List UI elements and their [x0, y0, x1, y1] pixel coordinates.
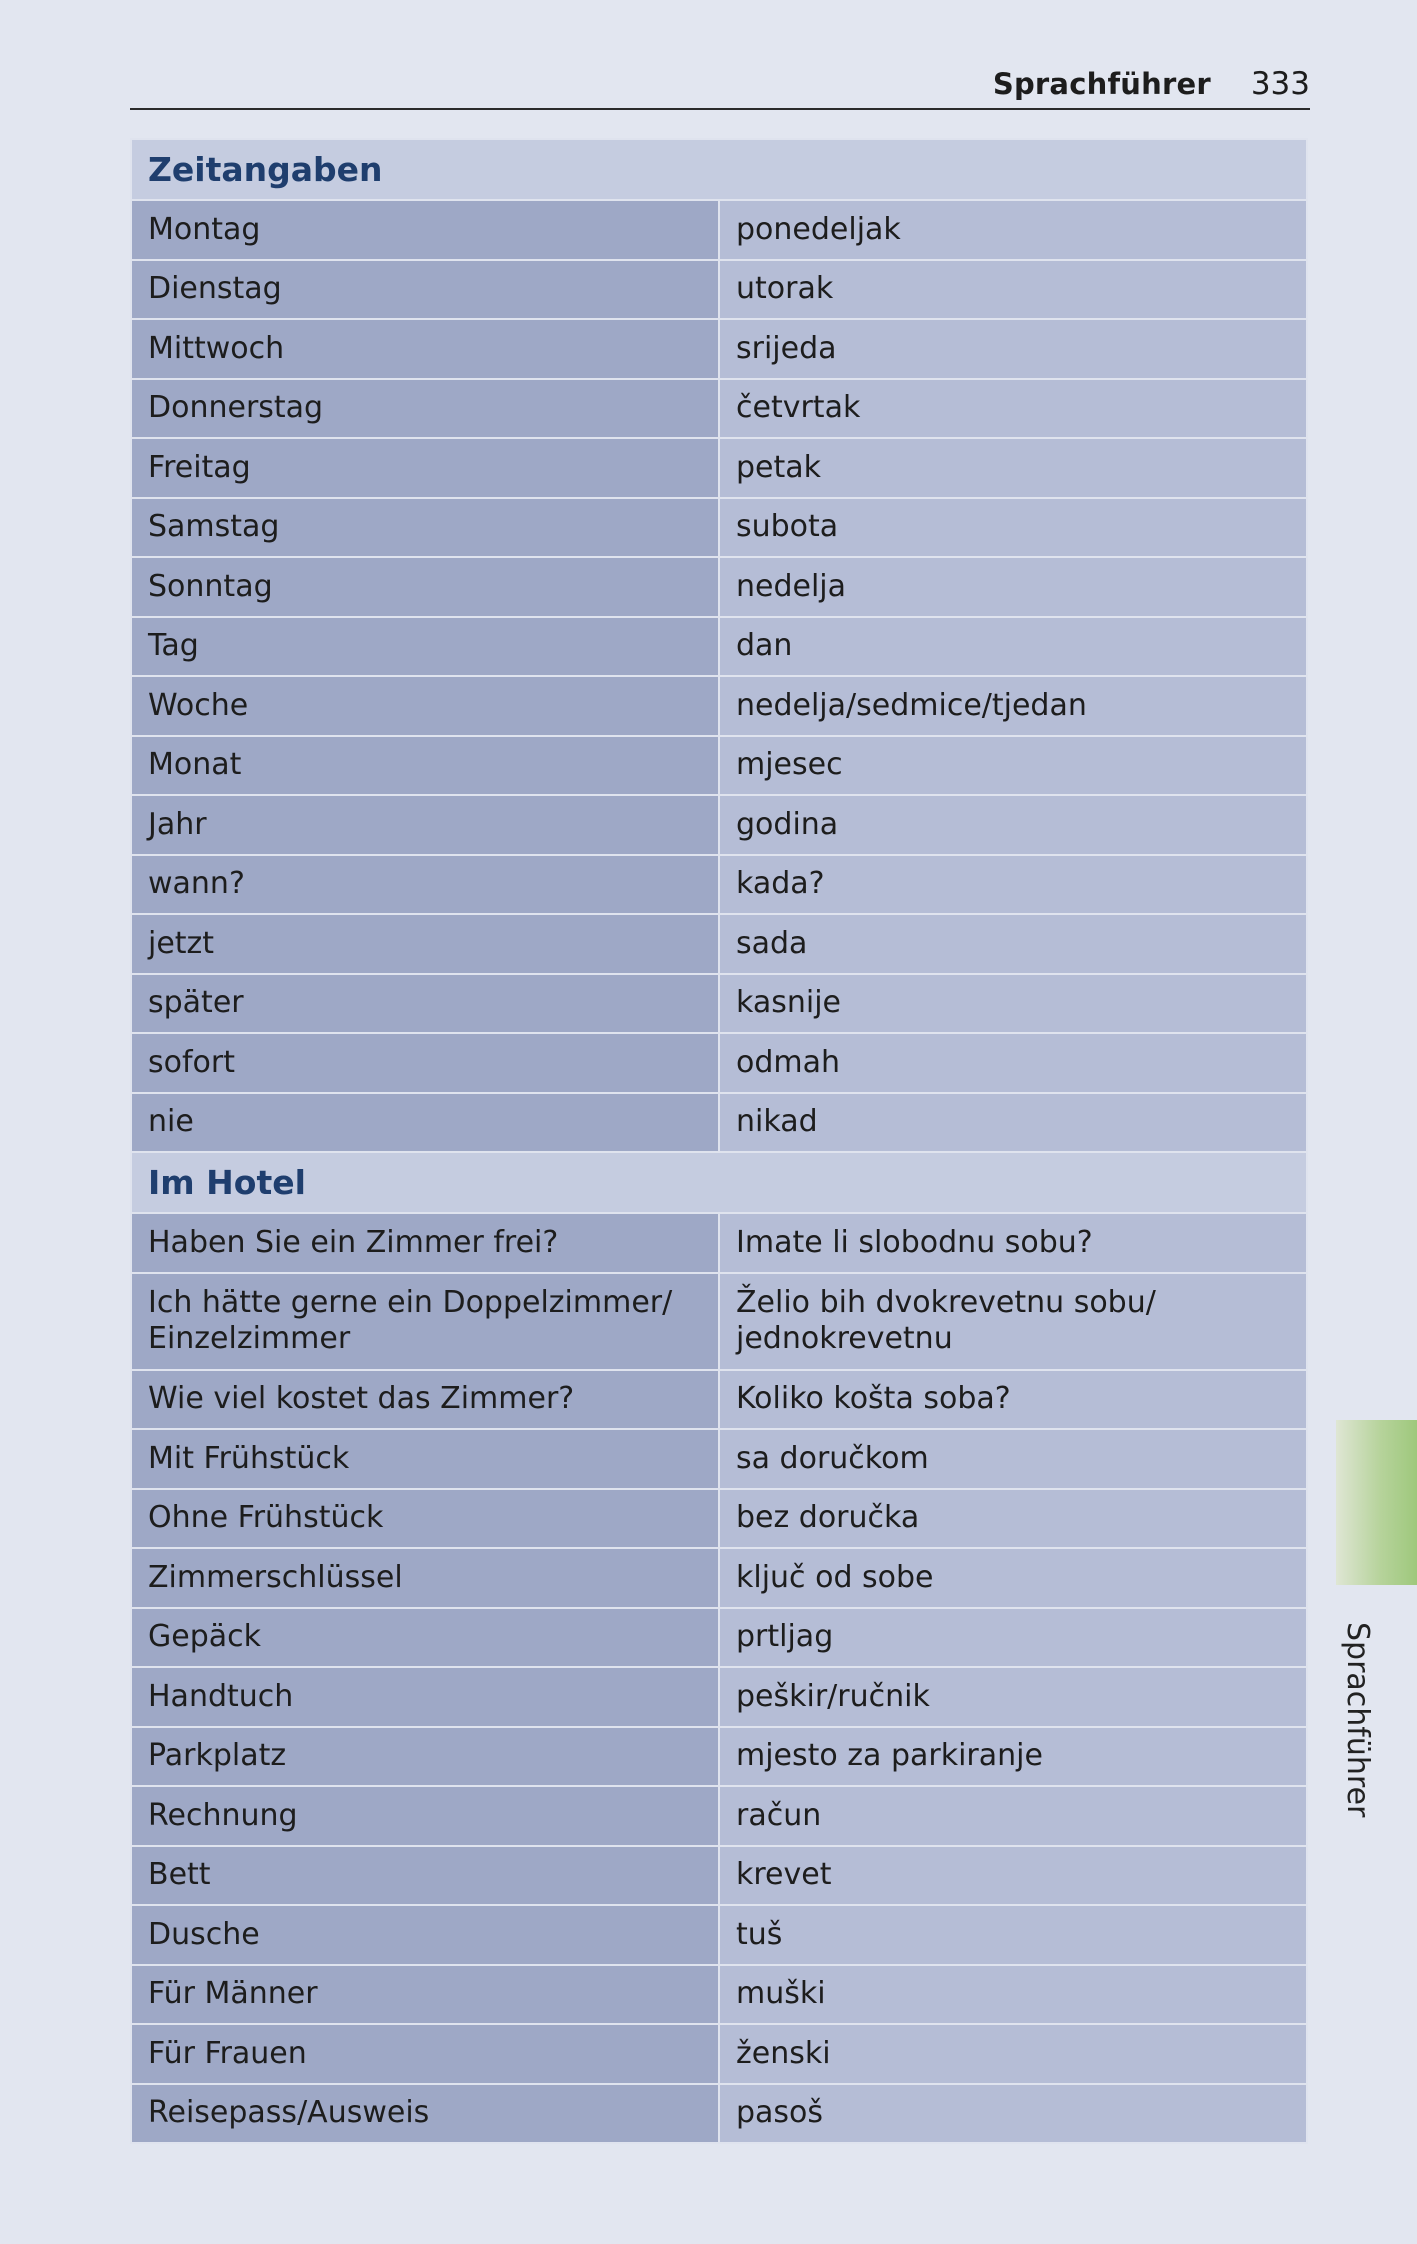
croatian-phrase: ponedeljak [719, 200, 1307, 260]
german-phrase: sofort [131, 1033, 719, 1093]
german-phrase: Für Männer [131, 1965, 719, 2025]
table-row [131, 1667, 1307, 1727]
croatian-phrase: godina [719, 795, 1307, 855]
german-phrase: Rechnung [131, 1786, 719, 1846]
table-row [131, 1033, 1307, 1093]
table-row [131, 1608, 1307, 1668]
german-phrase: Mit Frühstück [131, 1429, 719, 1489]
german-phrase: Samstag [131, 498, 719, 558]
croatian-phrase: subota [719, 498, 1307, 558]
thumb-index-tab [1336, 1420, 1417, 1585]
table-row [131, 1273, 1307, 1370]
table-row [131, 855, 1307, 915]
phrase-table [130, 138, 1308, 2144]
table-row [131, 795, 1307, 855]
croatian-phrase: nedelja [719, 557, 1307, 617]
german-phrase: Haben Sie ein Zimmer frei? [131, 1213, 719, 1273]
croatian-phrase: Imate li slobodnu sobu? [719, 1213, 1307, 1273]
table-row [131, 557, 1307, 617]
german-phrase: Gepäck [131, 1608, 719, 1668]
table-row [131, 1548, 1307, 1608]
table-row [131, 1213, 1307, 1273]
table-row [131, 379, 1307, 439]
german-phrase: Parkplatz [131, 1727, 719, 1787]
croatian-phrase: četvrtak [719, 379, 1307, 439]
german-phrase: Freitag [131, 438, 719, 498]
croatian-phrase: krevet [719, 1846, 1307, 1906]
table-row [131, 1370, 1307, 1430]
running-head [130, 66, 1310, 110]
croatian-phrase: muški [719, 1965, 1307, 2025]
table-row [131, 319, 1307, 379]
croatian-phrase: mjesto za parkiranje [719, 1727, 1307, 1787]
croatian-phrase: nikad [719, 1093, 1307, 1153]
croatian-phrase: utorak [719, 260, 1307, 320]
croatian-phrase: peškir/ručnik [719, 1667, 1307, 1727]
page-number: 333 [1250, 66, 1310, 102]
german-phrase: Mittwoch [131, 319, 719, 379]
croatian-phrase: sada [719, 914, 1307, 974]
croatian-phrase: pasoš [719, 2084, 1307, 2144]
german-phrase: Woche [131, 676, 719, 736]
german-phrase: Wie viel kostet das Zimmer? [131, 1370, 719, 1430]
croatian-phrase: kasnije [719, 974, 1307, 1034]
croatian-phrase: prtljag [719, 1608, 1307, 1668]
german-phrase: Jahr [131, 795, 719, 855]
side-tab-label: Sprachführer [1340, 1622, 1375, 1818]
section-header-row [131, 139, 1307, 200]
table-row [131, 617, 1307, 677]
section-title: Zeitangaben [131, 139, 1307, 200]
table-row [131, 1905, 1307, 1965]
table-row [131, 1786, 1307, 1846]
german-phrase: Dusche [131, 1905, 719, 1965]
croatian-phrase: nedelja/sedmice/tjedan [719, 676, 1307, 736]
german-phrase: Bett [131, 1846, 719, 1906]
croatian-phrase: odmah [719, 1033, 1307, 1093]
running-head-title: Sprachführer [992, 67, 1211, 101]
german-phrase: Handtuch [131, 1667, 719, 1727]
german-phrase: Zimmerschlüssel [131, 1548, 719, 1608]
table-row [131, 914, 1307, 974]
table-row [131, 2024, 1307, 2084]
croatian-phrase: tuš [719, 1905, 1307, 1965]
section-header-row [131, 1152, 1307, 1213]
table-row [131, 974, 1307, 1034]
table-row [131, 2084, 1307, 2144]
german-phrase: Monat [131, 736, 719, 796]
table-row [131, 1727, 1307, 1787]
croatian-phrase: srijeda [719, 319, 1307, 379]
croatian-phrase: mjesec [719, 736, 1307, 796]
croatian-phrase: Koliko košta soba? [719, 1370, 1307, 1430]
table-row [131, 1846, 1307, 1906]
croatian-phrase: Želio bih dvokrevetnu sobu/ jednokrevetnu [719, 1273, 1307, 1370]
german-phrase: Für Frauen [131, 2024, 719, 2084]
table-row [131, 260, 1307, 320]
table-row [131, 676, 1307, 736]
table-row [131, 200, 1307, 260]
croatian-phrase: ženski [719, 2024, 1307, 2084]
table-row [131, 1429, 1307, 1489]
croatian-phrase: kada? [719, 855, 1307, 915]
table-row [131, 1093, 1307, 1153]
german-phrase: später [131, 974, 719, 1034]
croatian-phrase: sa doručkom [719, 1429, 1307, 1489]
german-phrase: Montag [131, 200, 719, 260]
german-phrase: nie [131, 1093, 719, 1153]
table-row [131, 438, 1307, 498]
german-phrase: wann? [131, 855, 719, 915]
german-phrase: Donnerstag [131, 379, 719, 439]
croatian-phrase: dan [719, 617, 1307, 677]
german-phrase: Sonntag [131, 557, 719, 617]
croatian-phrase: ključ od sobe [719, 1548, 1307, 1608]
table-row [131, 1489, 1307, 1549]
section-title: Im Hotel [131, 1152, 1307, 1213]
croatian-phrase: račun [719, 1786, 1307, 1846]
table-row [131, 1965, 1307, 2025]
german-phrase: Ich hätte gerne ein Doppelzimmer/ Einzelzimmer [131, 1273, 719, 1370]
german-phrase: Tag [131, 617, 719, 677]
german-phrase: Reisepass/Ausweis [131, 2084, 719, 2144]
croatian-phrase: bez doručka [719, 1489, 1307, 1549]
table-row [131, 498, 1307, 558]
croatian-phrase: petak [719, 438, 1307, 498]
german-phrase: jetzt [131, 914, 719, 974]
table-row [131, 736, 1307, 796]
german-phrase: Ohne Frühstück [131, 1489, 719, 1549]
german-phrase: Dienstag [131, 260, 719, 320]
